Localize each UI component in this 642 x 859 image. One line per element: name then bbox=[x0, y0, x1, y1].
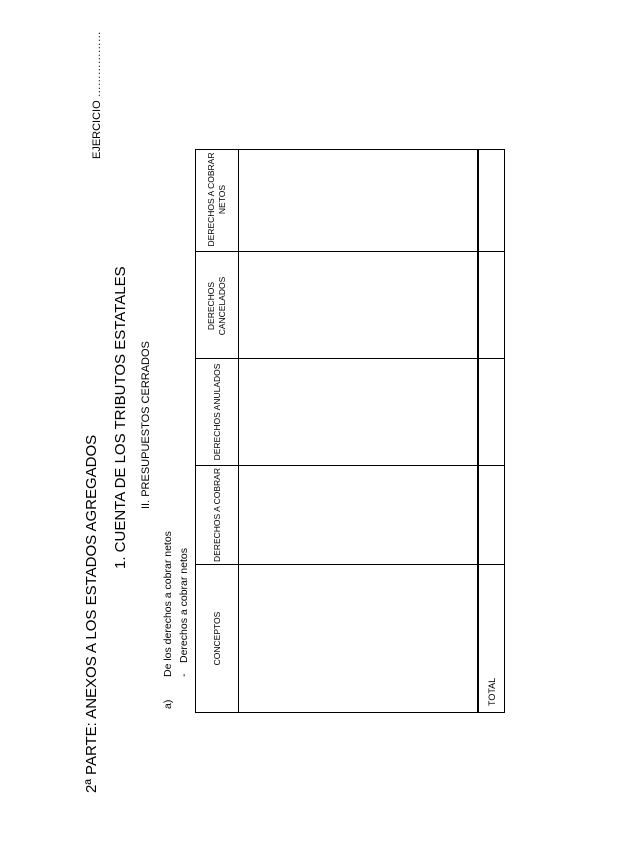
bullet-text: Derechos a cobrar netos bbox=[178, 548, 190, 663]
sub-title: II. PRESUPUESTOS CERRADOS bbox=[140, 341, 152, 509]
tributos-table bbox=[195, 149, 505, 713]
list-item-letter: a) bbox=[162, 699, 174, 709]
ejercicio-label: EJERCICIO ……………… bbox=[91, 31, 103, 159]
column-divider bbox=[196, 564, 504, 565]
total-divider bbox=[477, 150, 479, 712]
column-divider bbox=[196, 465, 504, 466]
column-header-derechos-a-cobrar: DERECHOS A COBRAR bbox=[211, 468, 222, 562]
main-title: 1. CUENTA DE LOS TRIBUTOS ESTATALES bbox=[112, 266, 129, 569]
part-title: 2ª PARTE: ANEXOS A LOS ESTADOS AGREGADOS bbox=[83, 434, 100, 793]
column-header-derechos-anulados: DERECHOS ANULADOS bbox=[211, 363, 222, 461]
column-header-derechos-a-cobrar-netos: DERECHOS A COBRAR NETOS bbox=[206, 152, 227, 247]
column-divider bbox=[196, 358, 504, 359]
column-divider bbox=[196, 251, 504, 252]
header-divider bbox=[238, 150, 239, 712]
column-header-derechos-cancelados: DERECHOS CANCELADOS bbox=[206, 276, 227, 336]
list-item-text: De los derechos a cobrar netos bbox=[162, 531, 174, 677]
total-label: TOTAL bbox=[487, 677, 497, 706]
bullet-dash: - bbox=[178, 673, 190, 677]
column-header-conceptos: CONCEPTOS bbox=[211, 611, 222, 666]
